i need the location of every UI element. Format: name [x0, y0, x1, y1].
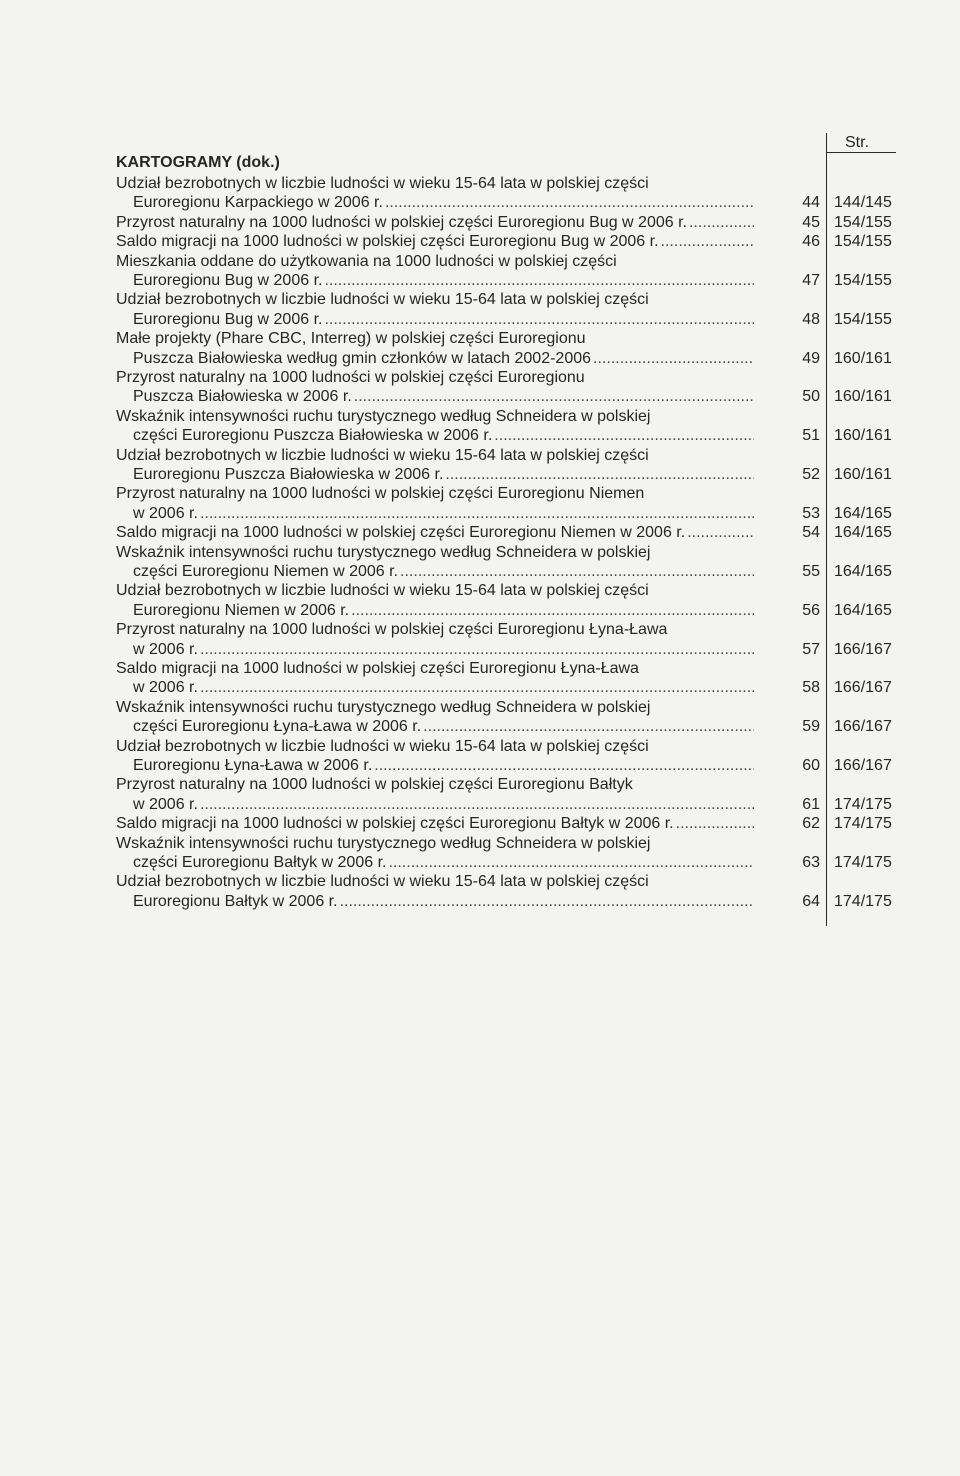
- toc-entry-text: części Euroregionu Łyna-Ława w 2006 r.: [133, 718, 422, 736]
- toc-entry-text: Saldo migracji na 1000 ludności w polskiej części Euroregionu Łyna-Ława: [116, 660, 639, 677]
- toc-entry: [0, 543, 960, 582]
- toc-entry-text: części Euroregionu Bałtyk w 2006 r.: [133, 853, 387, 871]
- dot-leader: [689, 213, 754, 232]
- page-reference: 160/161: [834, 465, 892, 483]
- map-number: 46: [802, 233, 820, 251]
- page-reference: 174/175: [834, 853, 892, 871]
- toc-entry-text: Euroregionu Niemen w 2006 r.: [133, 601, 350, 619]
- map-number: 64: [802, 892, 820, 910]
- toc-entry: [0, 620, 960, 659]
- map-number: 63: [802, 853, 820, 871]
- toc-entry: [0, 659, 960, 698]
- toc-entry-text: w 2006 r.: [133, 679, 198, 697]
- page-reference: 160/161: [834, 349, 892, 367]
- page-reference: 166/167: [834, 756, 892, 774]
- map-number: 56: [802, 601, 820, 619]
- toc-entry-text: Euroregionu Karpackiego w 2006 r.: [133, 194, 383, 212]
- dot-leader: [354, 387, 754, 406]
- toc-entry: [0, 834, 960, 873]
- dot-leader: [200, 504, 754, 523]
- map-number: 59: [802, 718, 820, 736]
- page-reference: 166/167: [834, 679, 892, 697]
- toc-entry: [0, 407, 960, 446]
- toc-entry-text: Udział bezrobotnych w liczbie ludności w wieku 15-64 lata w polskiej części: [116, 291, 649, 309]
- toc-entry-text: Euroregionu Bug w 2006 r.: [133, 310, 323, 328]
- map-number: 60: [802, 756, 820, 774]
- toc-entry: [0, 252, 960, 291]
- toc-entry: [0, 484, 960, 523]
- toc-entry: [0, 814, 960, 833]
- dot-leader: [593, 349, 754, 368]
- page-reference: 154/155: [834, 213, 892, 231]
- toc-entry-text: Przyrost naturalny na 1000 ludności w polskiej części Euroregionu Bałtyk: [116, 776, 633, 794]
- toc-entry: [0, 290, 960, 329]
- toc-entry: [0, 232, 960, 251]
- toc-entry-text: Małe projekty (Phare CBC, Interreg) w polskiej części Euroregionu: [116, 330, 586, 348]
- dot-leader: [494, 426, 754, 445]
- toc-entry-text: Euroregionu Bałtyk w 2006 r.: [133, 892, 338, 910]
- toc-entry-text: Euroregionu Łyna-Ława w 2006 r.: [133, 756, 373, 774]
- map-number: 51: [802, 427, 820, 445]
- toc-entry-text: Przyrost naturalny na 1000 ludności w polskiej części Euroregionu Bug w 2006 r.: [116, 213, 687, 231]
- toc-entry: [0, 872, 960, 911]
- column-divider-horizontal: [826, 152, 896, 153]
- map-number: 61: [802, 795, 820, 813]
- dot-leader: [340, 892, 754, 911]
- page-reference: 154/155: [834, 271, 892, 289]
- dot-leader: [200, 795, 754, 814]
- map-number: 62: [802, 815, 820, 833]
- page-reference: 144/145: [834, 194, 892, 212]
- toc-entry: [0, 523, 960, 542]
- map-number: 47: [802, 271, 820, 289]
- toc-entry-text: Udział bezrobotnych w liczbie ludności w wieku 15-64 lata w polskiej części: [116, 582, 649, 600]
- toc-entry-text: Przyrost naturalny na 1000 ludności w polskiej części Euroregionu Niemen: [116, 485, 645, 503]
- toc-entry-text: Przyrost naturalny na 1000 ludności w polskiej części Euroregionu Łyna-Ława: [116, 621, 668, 639]
- toc-entry: [0, 213, 960, 232]
- toc-entry-text: Saldo migracji na 1000 ludności w polskiej części Euroregionu Niemen w 2006 r.: [116, 524, 686, 542]
- map-number: 55: [802, 562, 820, 580]
- toc-entry-text: Euroregionu Puszcza Białowieska w 2006 r.: [133, 465, 444, 483]
- dot-leader: [374, 756, 754, 775]
- page-reference: 160/161: [834, 388, 892, 406]
- page-reference: 164/165: [834, 524, 892, 542]
- section-title: KARTOGRAMY (dok.): [116, 154, 280, 171]
- toc-entry-text: Saldo migracji na 1000 ludności w polskiej części Euroregionu Bałtyk w 2006 r.: [116, 815, 674, 833]
- page-reference: 164/165: [834, 504, 892, 522]
- map-number: 54: [802, 524, 820, 542]
- toc-entry-text: Mieszkania oddane do użytkowania na 1000 ludności w polskiej części: [116, 252, 617, 270]
- page-reference: 160/161: [834, 427, 892, 445]
- toc-entry-text: części Euroregionu Niemen w 2006 r.: [133, 562, 399, 580]
- toc-entry-text: Udział bezrobotnych w liczbie ludności w wieku 15-64 lata w polskiej części: [116, 446, 649, 464]
- page-reference: 154/155: [834, 310, 892, 328]
- toc-entry-text: w 2006 r.: [133, 640, 198, 658]
- toc-entry-text: w 2006 r.: [133, 504, 198, 522]
- toc-entry-text: Udział bezrobotnych w liczbie ludności w wieku 15-64 lata w polskiej części: [116, 175, 649, 192]
- dot-leader: [661, 232, 754, 251]
- toc-entry: [0, 368, 960, 407]
- dot-leader: [388, 853, 754, 872]
- dot-leader: [200, 678, 754, 697]
- dot-leader: [324, 310, 754, 329]
- dot-leader: [385, 193, 754, 212]
- map-number: 53: [802, 504, 820, 522]
- toc-entry-text: Euroregionu Bug w 2006 r.: [133, 271, 323, 289]
- page-reference: 166/167: [834, 718, 892, 736]
- map-number: 45: [802, 213, 820, 231]
- toc-entry: [0, 581, 960, 620]
- toc-entry-text: Puszcza Białowieska w 2006 r.: [133, 388, 352, 406]
- page-column-label: Str.: [845, 134, 870, 151]
- dot-leader: [423, 717, 754, 736]
- page-reference: 166/167: [834, 640, 892, 658]
- toc-entry-text: Udział bezrobotnych w liczbie ludności w wieku 15-64 lata w polskiej części: [116, 873, 649, 891]
- toc-entry-text: Udział bezrobotnych w liczbie ludności w wieku 15-64 lata w polskiej części: [116, 737, 649, 755]
- toc-entry-text: Wskaźnik intensywności ruchu turystycznego według Schneidera w polskiej: [116, 543, 651, 561]
- toc-entry: [0, 329, 960, 368]
- page-reference: 154/155: [834, 233, 892, 251]
- map-number: 49: [802, 349, 820, 367]
- toc-entry-text: Wskaźnik intensywności ruchu turystycznego według Schneidera w polskiej: [116, 698, 651, 716]
- toc-entry: [0, 775, 960, 814]
- toc-entry: [0, 698, 960, 737]
- dot-leader: [676, 814, 754, 833]
- toc-entry-text: Saldo migracji na 1000 ludności w polskiej części Euroregionu Bug w 2006 r.: [116, 233, 659, 251]
- map-number: 44: [802, 194, 820, 212]
- toc-entry-text: Przyrost naturalny na 1000 ludności w polskiej części Euroregionu: [116, 369, 585, 386]
- page-reference: 174/175: [834, 795, 892, 813]
- toc-entry-text: Wskaźnik intensywności ruchu turystycznego według Schneidera w polskiej: [116, 834, 651, 852]
- page-reference: 164/165: [834, 562, 892, 580]
- map-number: 58: [802, 679, 820, 697]
- map-number: 52: [802, 465, 820, 483]
- dot-leader: [687, 523, 754, 542]
- map-number: 48: [802, 310, 820, 328]
- toc-entry-text: Puszcza Białowieska według gmin członków w latach 2002-2006: [133, 349, 592, 367]
- page-reference: 164/165: [834, 601, 892, 619]
- map-number: 57: [802, 640, 820, 658]
- toc-entry: [0, 446, 960, 485]
- page-reference: 174/175: [834, 892, 892, 910]
- dot-leader: [445, 465, 754, 484]
- toc-entry: [0, 737, 960, 776]
- toc-entry: [0, 174, 960, 213]
- toc-entry-text: w 2006 r.: [133, 795, 198, 813]
- dot-leader: [351, 601, 754, 620]
- dot-leader: [324, 271, 754, 290]
- dot-leader: [400, 562, 754, 581]
- dot-leader: [200, 640, 754, 659]
- page-reference: 174/175: [834, 815, 892, 833]
- toc-entry-text: Wskaźnik intensywności ruchu turystycznego według Schneidera w polskiej: [116, 407, 651, 425]
- toc-entry-text: części Euroregionu Puszcza Białowieska w 2006 r.: [133, 427, 493, 445]
- map-number: 50: [802, 388, 820, 406]
